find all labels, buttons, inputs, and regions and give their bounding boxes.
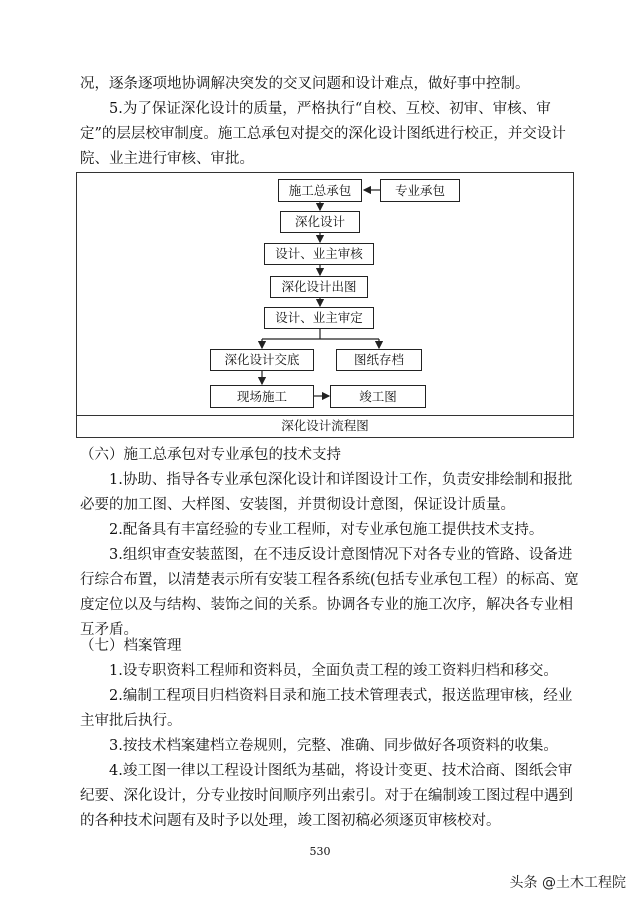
node-deepening-drawing: 深化设计出图 <box>270 276 368 298</box>
node-design-owner-approve: 设计、业主审定 <box>264 307 374 329</box>
section-7-item-3: 3.按技术档案建档立卷规则，完整、准确、同步做好各项资料的收集。 <box>109 738 558 754</box>
node-specialty-contractor: 专业承包 <box>380 179 460 202</box>
section-6-item-2: 2.配备具有丰富经验的专业工程师，对专业承包施工提供技术支持。 <box>109 522 544 538</box>
paragraph-review-system: 5.为了保证深化设计的质量，严格执行“自校、互校、初审、审核、审定”的层层校审制度。施工总承包对提交的深化设计图纸进行校正，并交设计院、业主进行审核、审批。 <box>80 101 566 167</box>
node-site-construction: 现场施工 <box>210 385 314 408</box>
section-7-item-4: 4.竣工图一律以工程设计图纸为基础，将设计变更、技术洽商、图纸会审纪要、深化设计，分专业按时间顺序列出索引。对于在编制竣工图过程中遇到的各种技术问题有及时予以处理，竣工图初稿必须逐页审核校对。 <box>80 763 573 829</box>
section-6-heading: （六）施工总承包对专业承包的技术支持 <box>80 447 341 463</box>
section-7-item-2: 2.编制工程项目归档资料目录和施工技术管理表式，报送监理审核，经业主审批后执行。 <box>80 688 573 729</box>
section-7-item-1: 1.设专职资料工程师和资料员，全面负责工程的竣工资料归档和移交。 <box>109 663 558 679</box>
node-as-built-drawing: 竣工图 <box>330 385 426 408</box>
node-drawing-archive: 图纸存档 <box>336 349 422 371</box>
flowchart-frame <box>76 172 574 438</box>
watermark-text: 头条 @土木工程院 <box>509 875 626 891</box>
flowchart-caption: 深化设计流程图 <box>281 418 369 433</box>
section-6-item-1: 1.协助、指导各专业承包深化设计和详图设计工作，负责安排绘制和报批必要的加工图、大样图、安装图，并贯彻设计意图，保证设计质量。 <box>80 472 573 513</box>
node-design-owner-review: 设计、业主审核 <box>264 243 374 265</box>
node-general-contractor: 施工总承包 <box>278 179 362 202</box>
section-7-heading: （七）档案管理 <box>80 638 182 654</box>
node-deepening-design: 深化设计 <box>280 211 360 233</box>
node-design-handover: 深化设计交底 <box>210 349 314 371</box>
paragraph-continued: 况，逐条逐项地协调解决突发的交叉问题和设计难点，做好事中控制。 <box>80 76 530 92</box>
page-number: 530 <box>309 845 331 858</box>
flowchart-arrows <box>77 173 575 415</box>
section-6-item-3: 3.组织审查安装蓝图，在不违反设计意图情况下对各专业的管路、设备进行综合布置，以清楚表示所有安装工程各系统(包括专业承包工程）的标高、宽度定位以及与结构、装饰之间的关系。协调各专业的施工次序，解决各专业相互矛盾。 <box>80 547 579 638</box>
caption-divider <box>77 415 573 416</box>
